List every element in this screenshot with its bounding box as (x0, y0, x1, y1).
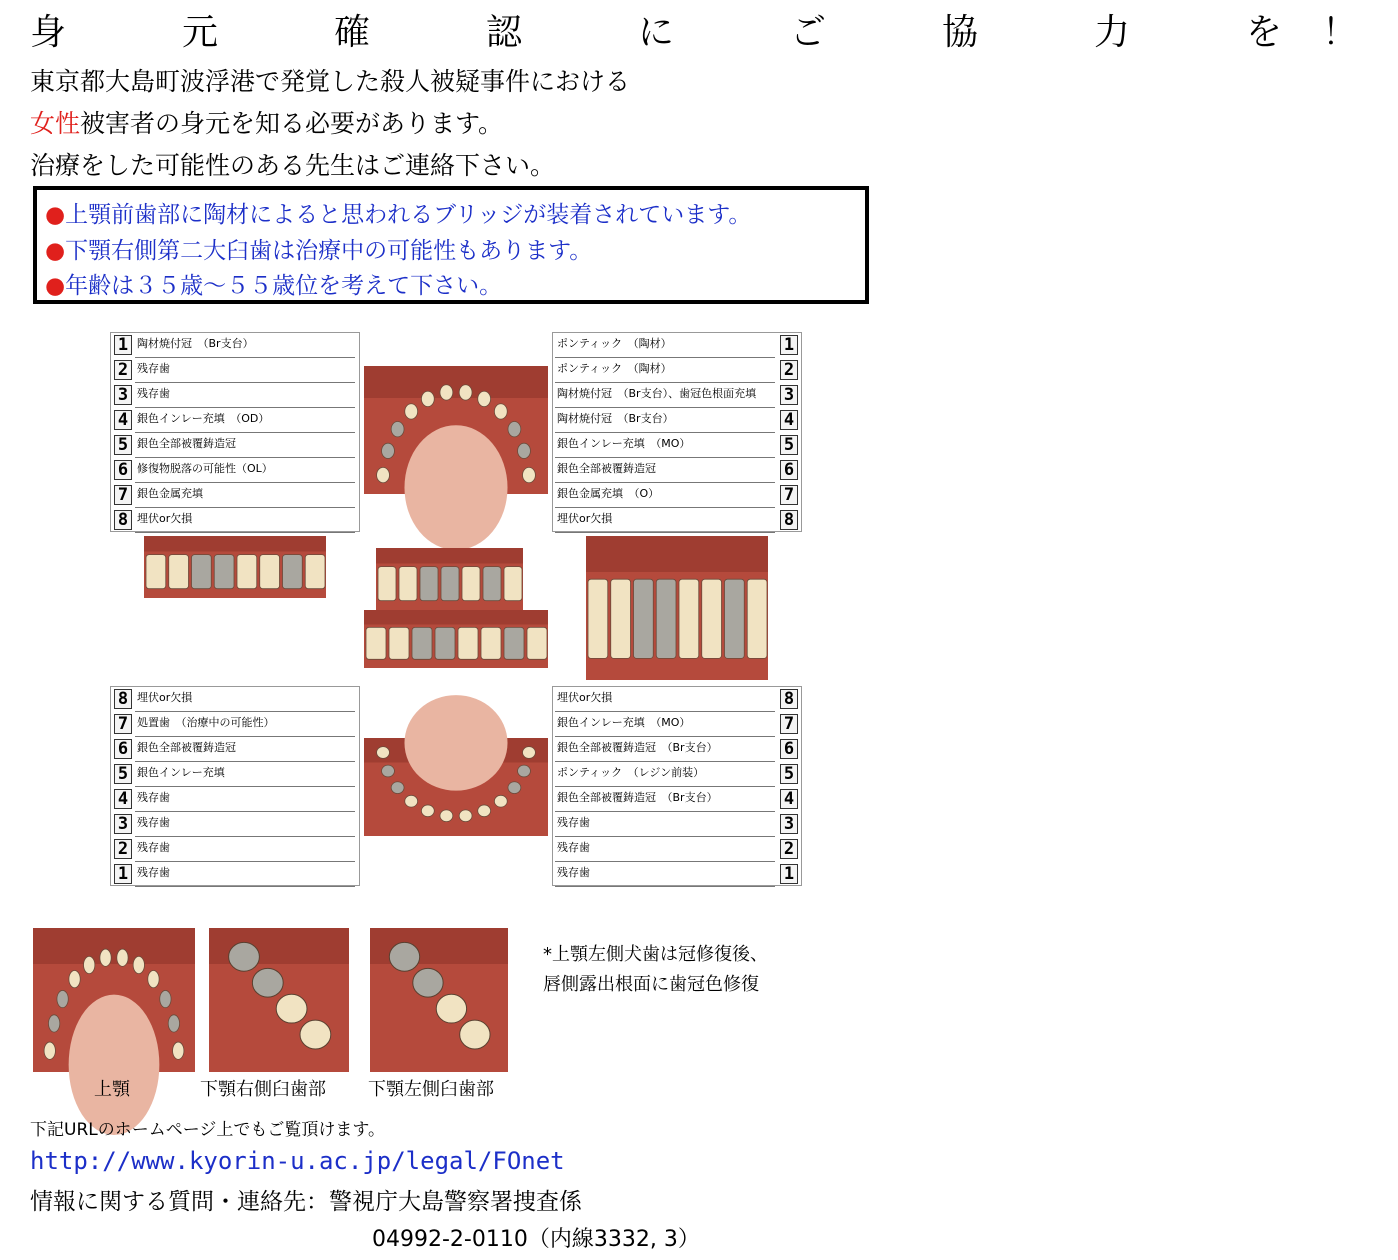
tooth-treatment: 埋伏or欠損 (135, 687, 355, 712)
tooth-number: 3 (780, 814, 798, 834)
tooth-row (111, 837, 359, 862)
tooth-treatment: 銀色全部被覆鋳造冠 (135, 737, 355, 762)
tooth-row (553, 483, 801, 508)
tooth-row (553, 383, 801, 408)
tooth-treatment: 残存歯 (135, 837, 355, 862)
upper-jaw-closeup-photo (33, 928, 195, 1072)
tooth-row (111, 812, 359, 837)
bullet-icon: ● (45, 202, 66, 228)
teeth-illustration (376, 548, 523, 610)
intro-line-1: 東京都大島町波浮港で発覚した殺人被疑事件における (30, 67, 631, 96)
lower-right-teeth-table (110, 686, 360, 886)
tooth-treatment: 銀色全部被覆鋳造冠 (555, 458, 775, 483)
tooth-number: 2 (780, 839, 798, 859)
tooth-row (553, 762, 801, 787)
upper-jaw-occlusal-photo (364, 366, 548, 494)
caption-upper-jaw: 上顎 (94, 1079, 130, 1100)
tooth-treatment: 埋伏or欠損 (555, 508, 775, 533)
tooth-number: 3 (114, 814, 132, 834)
tooth-number: 1 (114, 864, 132, 884)
tooth-number: 2 (780, 360, 798, 380)
tooth-number: 1 (780, 335, 798, 355)
tooth-number: 3 (780, 385, 798, 405)
tooth-treatment: ポンティック （陶材） (555, 333, 775, 358)
tooth-row (111, 508, 359, 533)
bullet-icon: ● (45, 238, 66, 264)
right-side-bite-photo (144, 536, 326, 598)
tooth-row (553, 508, 801, 533)
tooth-treatment: 残存歯 (135, 383, 355, 408)
intro-line-2 (30, 104, 503, 140)
tooth-row (553, 737, 801, 762)
tooth-treatment: 陶材焼付冠 （Br支台） (135, 333, 355, 358)
tooth-number: 7 (780, 714, 798, 734)
tooth-number: 5 (780, 764, 798, 784)
tooth-row (111, 358, 359, 383)
teeth-illustration (364, 610, 548, 668)
lower-jaw-occlusal-photo (364, 738, 548, 836)
tooth-row (553, 862, 801, 887)
contact-phone: 04992-2-0110（内線3332, 3） (372, 1227, 700, 1252)
tooth-treatment: 銀色インレー充填 (135, 762, 355, 787)
tooth-treatment: 埋伏or欠損 (555, 687, 775, 712)
tooth-number: 7 (114, 485, 132, 505)
tooth-treatment: 残存歯 (135, 787, 355, 812)
homepage-link[interactable]: http://www.kyorin-u.ac.jp/legal/FOnet (30, 1147, 565, 1175)
teeth-illustration (209, 928, 349, 1072)
intro-line-2-rest: 被害者の身元を知る必要があります。 (80, 109, 504, 138)
tooth-row (553, 837, 801, 862)
tooth-number: 6 (780, 739, 798, 759)
tooth-treatment: 陶材焼付冠 （Br支台）、歯冠色根面充填 (555, 383, 775, 408)
tooth-number: 8 (114, 689, 132, 709)
tooth-row (553, 408, 801, 433)
contact-info: 情報に関する質問・連絡先：警視庁大島警察署捜査係 (30, 1189, 582, 1215)
teeth-illustration (370, 928, 508, 1072)
side-note-line-1: *上顎左側犬歯は冠修復後、 (543, 944, 768, 965)
tooth-treatment: 銀色全部被覆鋳造冠 （Br支台） (555, 737, 775, 762)
tooth-row (111, 712, 359, 737)
tooth-row (553, 712, 801, 737)
tooth-number: 1 (114, 335, 132, 355)
tooth-treatment: 残存歯 (135, 862, 355, 887)
intro-line-3: 治療をした可能性のある先生はご連絡下さい。 (30, 151, 556, 180)
upper-right-teeth-table (110, 332, 360, 532)
teeth-illustration (364, 738, 548, 836)
front-lower-teeth-photo (364, 610, 548, 668)
tooth-row (111, 433, 359, 458)
lower-left-molar-closeup-photo (370, 928, 508, 1072)
tooth-treatment: 陶材焼付冠 （Br支台） (555, 408, 775, 433)
tooth-number: 7 (780, 485, 798, 505)
tooth-treatment: 銀色全部被覆鋳造冠 (135, 433, 355, 458)
tooth-treatment: 銀色インレー充填 （MO） (555, 433, 775, 458)
notice-item: ●上顎前歯部に陶材によると思われるブリッジが装着されています。 (45, 202, 752, 228)
left-side-bite-photo (586, 536, 768, 680)
tooth-treatment: 銀色金属充填 （O） (555, 483, 775, 508)
notice-item: ●年齢は３５歳～５５歳位を考えて下さい。 (45, 273, 503, 299)
tooth-treatment: 残存歯 (555, 837, 775, 862)
tooth-treatment: 修復物脱落の可能性（OL） (135, 458, 355, 483)
tooth-row (111, 787, 359, 812)
tooth-row (111, 862, 359, 887)
tooth-row (553, 433, 801, 458)
tooth-row (111, 458, 359, 483)
tooth-treatment: 残存歯 (135, 812, 355, 837)
tooth-treatment: 残存歯 (555, 812, 775, 837)
front-upper-teeth-photo (376, 548, 523, 610)
notice-box (33, 186, 869, 304)
tooth-treatment: 銀色インレー充填 （MO） (555, 712, 775, 737)
tooth-number: 5 (114, 764, 132, 784)
lower-left-teeth-table (552, 686, 802, 886)
tooth-number: 8 (780, 689, 798, 709)
tooth-row (111, 737, 359, 762)
caption-lower-right-molar: 下顎右側臼歯部 (200, 1079, 326, 1100)
tooth-row (111, 408, 359, 433)
footer-note: 下記URLのホームページ上でもご覧頂けます。 (30, 1120, 386, 1140)
tooth-number: 4 (780, 789, 798, 809)
tooth-number: 5 (114, 435, 132, 455)
tooth-number: 6 (114, 460, 132, 480)
tooth-treatment: ポンティック （レジン前装） (555, 762, 775, 787)
tooth-row (553, 687, 801, 712)
tooth-row (553, 812, 801, 837)
tooth-treatment: 銀色全部被覆鋳造冠 （Br支台） (555, 787, 775, 812)
side-note-line-2: 唇側露出根面に歯冠色修復 (543, 974, 759, 995)
tooth-treatment: 残存歯 (555, 862, 775, 887)
teeth-illustration (144, 536, 326, 598)
tooth-row (111, 687, 359, 712)
tooth-row (553, 458, 801, 483)
tooth-number: 4 (114, 789, 132, 809)
upper-left-teeth-table (552, 332, 802, 532)
notice-item: ●下顎右側第二大臼歯は治療中の可能性もあります。 (45, 238, 593, 264)
tooth-number: 3 (114, 385, 132, 405)
tooth-treatment: 銀色金属充填 (135, 483, 355, 508)
teeth-illustration (364, 366, 548, 494)
bullet-icon: ● (45, 273, 66, 299)
tooth-row (111, 383, 359, 408)
tooth-number: 6 (780, 460, 798, 480)
tooth-treatment: 処置歯 （治療中の可能性） (135, 712, 355, 737)
tooth-row (111, 762, 359, 787)
teeth-illustration (586, 536, 768, 680)
page-title: 身 元 確 認 に ご 協 力 を！ (30, 12, 1398, 53)
tooth-treatment: 銀色インレー充填 （OD） (135, 408, 355, 433)
teeth-illustration (33, 928, 195, 1072)
intro-highlight-female: 女性 (30, 109, 81, 138)
tooth-number: 8 (780, 510, 798, 530)
tooth-number: 5 (780, 435, 798, 455)
tooth-number: 6 (114, 739, 132, 759)
tooth-treatment: 残存歯 (135, 358, 355, 383)
tooth-row (553, 787, 801, 812)
lower-right-molar-closeup-photo (209, 928, 349, 1072)
tooth-number: 1 (780, 864, 798, 884)
tooth-number: 4 (114, 410, 132, 430)
tooth-treatment: 埋伏or欠損 (135, 508, 355, 533)
tooth-number: 4 (780, 410, 798, 430)
tooth-number: 7 (114, 714, 132, 734)
tooth-row (553, 358, 801, 383)
tooth-treatment: ポンティック （陶材） (555, 358, 775, 383)
tooth-number: 2 (114, 839, 132, 859)
tooth-row (111, 333, 359, 358)
tooth-number: 2 (114, 360, 132, 380)
tooth-number: 8 (114, 510, 132, 530)
caption-lower-left-molar: 下顎左側臼歯部 (368, 1079, 494, 1100)
tooth-row (553, 333, 801, 358)
tooth-row (111, 483, 359, 508)
